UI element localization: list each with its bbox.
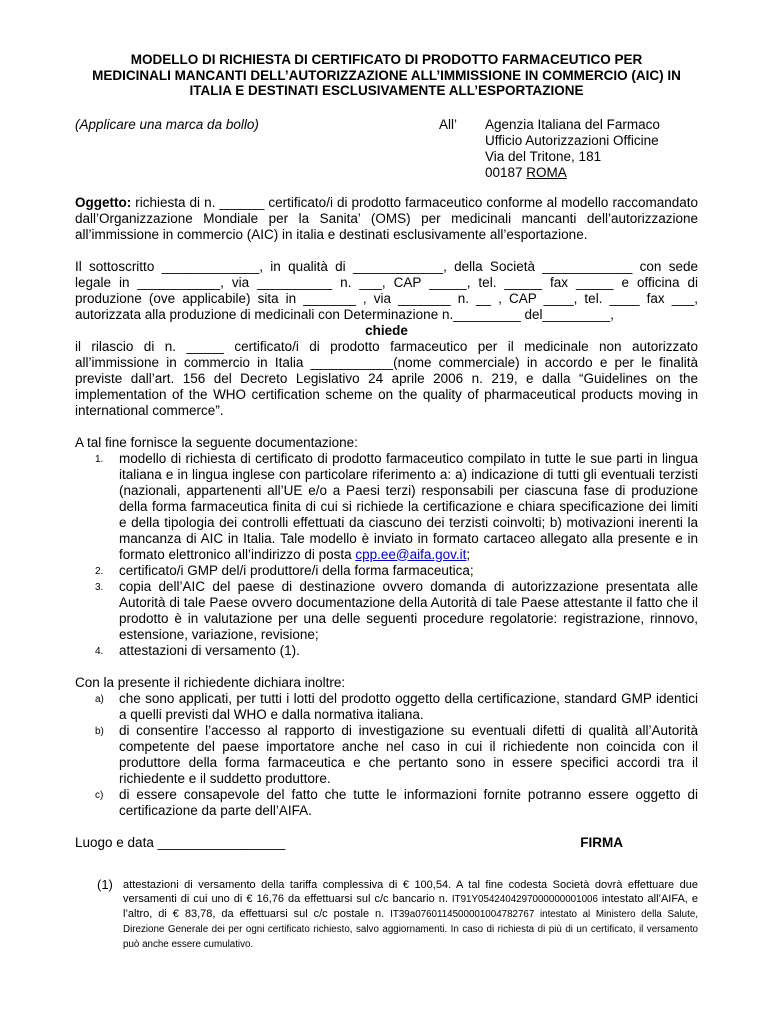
list-marker: b): [95, 725, 104, 737]
document-page: [75, 52, 698, 952]
footnote-text-3: intestato al Ministero della Salute, Direzione Generale dei per ogni certificato richiesto, salvo aggiornamenti. In caso di richiesta di più di un certificato, il versamento può anche essere cumulativo.: [123, 908, 698, 950]
list-item-text: di consentire l’accesso al rapporto di investigazione su eventuali difetti di qualità all’Autorità competente del paese importatore anche nel caso in cui il richiedente non coincida con il produttore della forma farmaceutica e che pertanto sono in essere specifici accordi tra il richiedente e il suddetto produttore.: [119, 722, 698, 786]
list-item: [75, 787, 698, 819]
chiede-heading: chiede: [365, 322, 408, 338]
footnote-iban-bank: IT91Y0542404297000000001006: [451, 893, 598, 905]
recipient-line-4: [485, 165, 660, 181]
list-item-text: attestazioni di versamento (1).: [119, 642, 300, 658]
recipient-line-1: Agenzia Italiana del Farmaco: [485, 116, 660, 132]
documentation-list: [75, 451, 698, 659]
title-line-3: ITALIA E DESTINATI ESCLUSIVAMENTE ALL’ESPORTAZIONE: [189, 83, 584, 98]
subject-paragraph: [75, 195, 698, 243]
declarations-intro: Con la presente il richiedente dichiara inoltre:: [75, 674, 346, 690]
list-item-text: copia dell’AIC del paese di destinazione ovvero domanda di autorizzazione presentata alle Autorità di tale Paese ovvero documentazione della Autorità di tale Paese attestante il fatto che il prodotto è in valutazione per una delle seguenti procedure regolatorie: registrazione, rinnovo, estensione, variazione, revisione;: [119, 578, 698, 642]
header-row: [75, 117, 698, 181]
title-line-2: MEDICINALI MANCANTI DELL’AUTORIZZAZIONE ALL’IMMISSIONE IN COMMERCIO (AIC) IN: [92, 67, 681, 83]
list-marker: 2.: [95, 565, 104, 577]
list-item-text: modello di richiesta di certificato di prodotto farmaceutico compilato in tutte le sue parti in lingua italiana e in lingua inglese con particolare riferimento a: a) indicazione di tutti gli eventuali terzisti (nazionali, appartenenti all’UE e/o a Paesi terzi) responsabili per ciascuna fase di produzione della forma farmaceutica finita di cui si richiede la certificazione e chiara specificazione dei limiti e della tipologia dei controlli effettuati da ciascuno dei terzisti coinvolti; b) motivazioni inerenti la mancanza di AIC in Italia. Tale modello è inviato in formato cartaceo allegato alla presente e in formato elettronico all’indirizzo di posta: [119, 450, 698, 562]
list-marker: a): [95, 693, 104, 705]
declarant-paragraph: Il sottoscritto _____________, in qualità di ____________, della Società ____________ con sede legale in ___________, via __________ n. ___, CAP _____, tel. _____ fax _____ e officina di produzione (ove applicabile) sita in _______ , via _______ n. __ , CAP ____, tel. ____ fax ___, autorizzata alla produzione di medicinali con Determinazione n._________ del_________,: [75, 258, 698, 322]
footnote-text-1: attestazioni di versamento della tariffa complessiva di € 100,54. A tal fine codesta Società dovrà effettuare due versamenti di cui uno di € 16,76 da effettuarsi sul c/c bancario n.: [123, 878, 698, 905]
list-marker: c): [95, 789, 104, 801]
list-item-text: che sono applicati, per tutti i lotti del prodotto oggetto della certificazione, standard GMP identici a quelli previsti dal WHO e dalla normativa italiana.: [119, 690, 698, 722]
list-marker: 1.: [95, 453, 104, 465]
recipient-city: ROMA: [526, 164, 567, 180]
subject-text: richiesta di n. ______ certificato/i di prodotto farmaceutico conforme al modello raccomandato dall’Organizzazione Mondiale per la Sanita’ (OMS) per medicinali mancanti dell’autorizzazione all’immissione in commercio (AIC) in italia e destinati esclusivamente all’esportazione.: [75, 194, 698, 242]
place-date-field: Luogo e data _________________: [75, 834, 286, 850]
list-item: [75, 643, 698, 659]
addressee-prefix: All’: [439, 116, 458, 132]
signature-label: FIRMA: [580, 834, 623, 850]
request-paragraph: il rilascio di n. _____ certificato/i di prodotto farmaceutico per il medicinale non autorizzato all’immissione in commercio in Italia ___________(nome commerciale) in accordo e per le finalità previste dall’art. 156 del Decreto Legislativo 24 aprile 2006 n. 219, e dalla “Guidelines on the implementation of the WHO certification scheme on the quality of pharmaceutical products moving in international commerce”.: [75, 338, 698, 418]
documentation-intro: A tal fine fornisce la seguente documentazione:: [75, 434, 358, 450]
recipient-address: [485, 117, 660, 181]
recipient-line-3: Via del Tritone, 181: [485, 148, 602, 164]
footnote-text-2: intestato all’AIFA, e l’altro, di € 83,78, da effettuarsi sul c/c postale n.: [123, 892, 698, 920]
list-item: [75, 451, 698, 563]
declarations-list: [75, 691, 698, 819]
footnote: [75, 878, 698, 952]
list-item-text: certificato/i GMP del/i produttore/i della forma farmaceutica;: [119, 562, 474, 578]
recipient-line-2: Ufficio Autorizzazioni Officine: [485, 132, 659, 148]
footnote-text: [123, 878, 698, 952]
list-item-suffix: ;: [466, 546, 471, 562]
list-item: [75, 563, 698, 579]
title-line-1: MODELLO DI RICHIESTA DI CERTIFICATO DI PRODOTTO FARMACEUTICO PER: [130, 52, 643, 67]
stamp-instruction: (Applicare una marca da bollo): [75, 116, 259, 132]
subject-label: Oggetto:: [75, 194, 132, 210]
recipient-postcode: 00187: [485, 164, 527, 180]
list-item: [75, 579, 698, 643]
list-item: [75, 723, 698, 787]
footnote-marker: (1): [97, 876, 113, 892]
document-title: [75, 52, 698, 99]
signature-row: [75, 835, 698, 853]
list-item: [75, 691, 698, 723]
email-link[interactable]: cpp.ee@aifa.gov.it: [355, 546, 467, 562]
list-item-text: di essere consapevole del fatto che tutte le informazioni fornite potranno essere oggetto di certificazione da parte dell’AIFA.: [119, 786, 698, 818]
list-marker: 4.: [95, 645, 104, 657]
footnote-iban-postal: IT39a0760114500001004782767: [390, 908, 535, 920]
list-marker: 3.: [95, 581, 104, 593]
